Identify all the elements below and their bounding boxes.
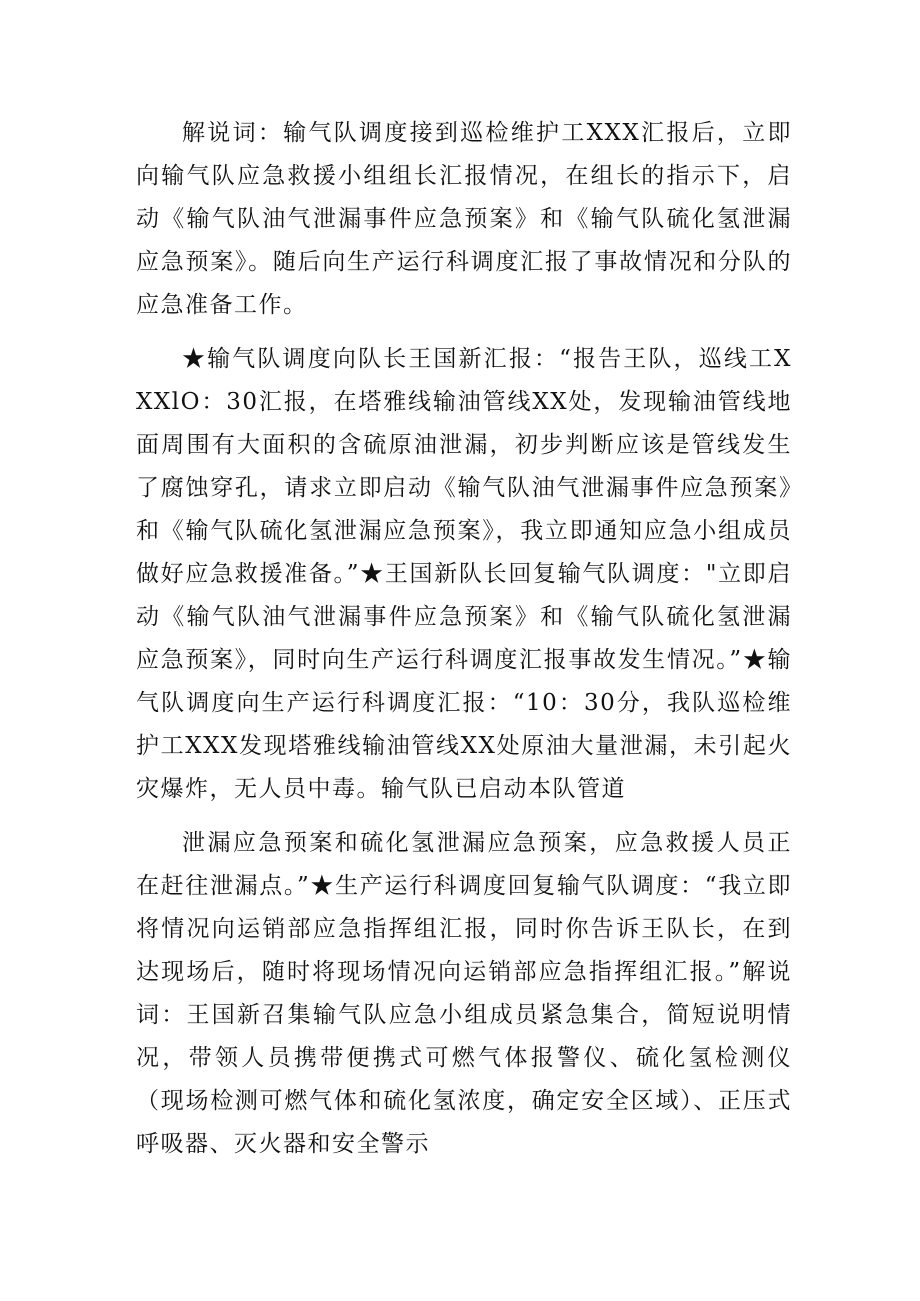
paragraph-dispatch-report: ★输气队调度向队长王国新汇报：“报告王队，巡线工XXXlO：30汇报，在塔雅线输油管线XX处，发现输油管线地面周围有大面积的含硫原油泄漏，初步判断应该是管线发生了腐蚀穿孔，请求立即启动《输气队油气泄漏事件应急预案》和《输气队硫化氢泄漏应急预案》，我立即通知应急小组成员做好应急救援准备。”★王国新队长回复输气队调度："立即启动《输气队油气泄漏事件应急预案》和《输气队硫化氢泄漏应急预案》，同时向生产运行科调度汇报事故发生情况。”★输气队调度向生产运行科调度汇报：“10：30分，我队巡检维护工XXX发现塔雅线输油管线XX处原油大量泄漏，未引起火灾爆炸，无人员中毒。输气队已启动本队管道	[136, 346, 792, 802]
paragraph-emergency-response: 泄漏应急预案和硫化氢泄漏应急预案，应急救援人员正在赶往泄漏点。”★生产运行科调度回复输气队调度：“我立即将情况向运销部应急指挥组汇报，同时你告诉王队长，在到达现场后，随时将现场情况向运销部应急指挥组汇报。”解说词：王国新召集输气队应急小组成员紧急集合，简短说明情况，带领人员携带便携式可燃气体报警仪、硫化氢检测仪（现场检测可燃气体和硫化氢浓度，确定安全区域）、正压式呼吸器、灭火器和安全警示	[136, 830, 792, 1157]
paragraph-narration-intro: 解说词：输气队调度接到巡检维护工XXX汇报后，立即向输气队应急救援小组组长汇报情况，在组长的指示下，启动《输气队油气泄漏事件应急预案》和《输气队硫化氢泄漏应急预案》。随后向生产运行科调度汇报了事故情况和分队的应急准备工作。	[136, 120, 792, 318]
document-page	[136, 112, 792, 1166]
